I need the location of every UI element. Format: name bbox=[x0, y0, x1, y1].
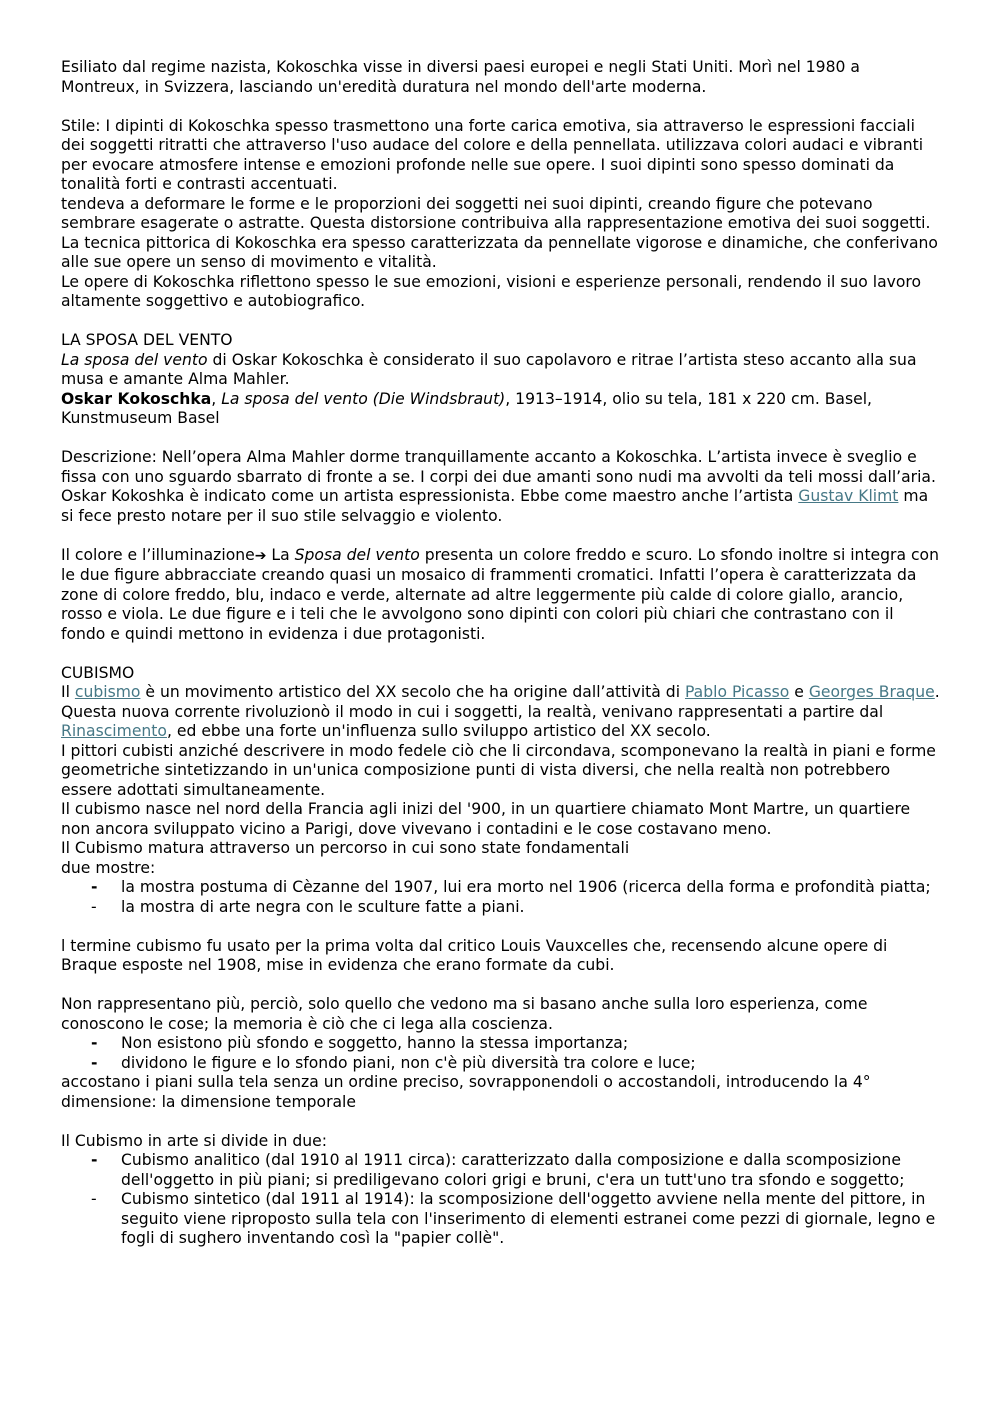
list-item: - la mostra di arte negra con le sculture fatte a piani. bbox=[121, 898, 940, 918]
link-georges-braque[interactable]: Georges Braque bbox=[808, 683, 935, 701]
paragraph-colore bbox=[61, 546, 940, 645]
list-item: - Non esistono più sfondo e soggetto, hanno la stessa importanza; bbox=[121, 1034, 940, 1054]
paragraph-descrizione: Descrizione: Nell’opera Alma Mahler dorme tranquillamente accanto a Kokoschka. L’artista invece è sveglio e fissa con uno sguardo sbarrato di fronte a se. I corpi dei due amanti sono nudi ma avvolti da teli mossi dall’aria. bbox=[61, 448, 936, 486]
klimt-text-before: Oskar Kokoshka è indicato come un artista espressionista. Ebbe come maestro anche l’artista bbox=[61, 487, 799, 505]
paragraph-soggettivo: Le opere di Kokoschka riflettono spesso le sue emozioni, visioni e esperienze personali, rendendo il suo lavoro altamente soggettivo e autobiografico. bbox=[61, 272, 922, 310]
list-item: - Cubismo sintetico (dal 1911 al 1914): la scomposizione dell'oggetto avviene nella mente del pittore, in seguito viene riproposto sulla tela con l'inserimento di elementi estranei come pezzi di giornale, legno e fogli di sughero inventando così la "papier collè". bbox=[121, 1190, 940, 1249]
paragraph-cubismo-definizione bbox=[61, 683, 940, 742]
list-item: - dividono le figure e lo sfondo piani, non c'è più diversità tra colore e luce; bbox=[121, 1054, 940, 1074]
link-rinascimento[interactable]: Rinascimento bbox=[61, 722, 167, 740]
spacer bbox=[61, 917, 940, 937]
caption-details: , 1913–1914, olio su tela, 181 x 220 cm. Basel, Kunstmuseum Basel bbox=[61, 389, 873, 427]
caption-title: La sposa del vento (Die Windsbraut) bbox=[221, 389, 506, 408]
caption-author: Oskar Kokoschka bbox=[61, 389, 212, 408]
paragraph-non-rappresentano: Non rappresentano più, perciò, solo quello che vedono ma si basano anche sulla loro esperienza, come conoscono le cose; la memoria è ciò che ci lega alla coscienza. bbox=[61, 995, 868, 1033]
colore-text: presenta un colore freddo e scuro. Lo sfondo inoltre si integra con le due figure abbracciate creando quasi un mosaico di frammenti cromatici. Infatti l’opera è caratterizzata da zone di colore freddo, blu, indaco e verde, alternate ad altre leggermente più calde di colore giallo, arancio, rosso e viola. Le due figure e i teli che le avvolgono sono dipinti con colori più chiari che contrastano con il fondo e quindi mettono in evidenza i due protagonisti. bbox=[61, 545, 939, 643]
list-tipi-cubismo bbox=[61, 1151, 940, 1249]
caption-separator: , bbox=[211, 389, 222, 408]
paragraph-cubismo-divide: Il Cubismo in arte si divide in due: bbox=[61, 1131, 327, 1150]
paragraph-exile: Esiliato dal regime nazista, Kokoschka visse in diversi paesi europei e negli Stati Uniti. Morì nel 1980 a Montreux, in Svizzera, lasciando un'eredità duratura nel mondo dell'arte moderna. bbox=[61, 58, 860, 96]
spacer bbox=[61, 97, 940, 117]
paragraph-sposa-intro bbox=[61, 351, 940, 390]
def-text-5: , ed ebbe una forte un'influenza sullo sviluppo artistico del XX secolo. bbox=[166, 722, 711, 740]
paragraph-pittori-cubisti: I pittori cubisti anziché descrivere in modo fedele ciò che li circondava, scomponevano la realtà in piani e forme geometriche sintetizzando in un'unica composizione punti di vista diversi, che nella realtà non potrebbero essere adottati simultaneamente. bbox=[61, 741, 936, 799]
spacer bbox=[61, 644, 940, 664]
colore-title: Sposa del vento bbox=[294, 545, 420, 564]
heading-sposa-del-vento: LA SPOSA DEL VENTO bbox=[61, 331, 233, 349]
paragraph-klimt bbox=[61, 487, 940, 526]
artwork-title: La sposa del vento bbox=[61, 350, 208, 369]
colore-lead: Il colore e l’illuminazione bbox=[61, 545, 255, 564]
def-text-3: e bbox=[789, 683, 809, 701]
list-item: - Cubismo analitico (dal 1910 al 1911 circa): caratterizzato dalla composizione e dalla scomposizione dell'oggetto in più piani; si prediligevano colori grigi e bruni, c'era un tutt'uno tra sfondo e soggetto; bbox=[121, 1151, 940, 1190]
list-caratteristiche bbox=[61, 1034, 940, 1073]
spacer bbox=[61, 1112, 940, 1132]
list-item: - la mostra postuma di Cèzanne del 1907, lui era morto nel 1906 (ricerca della forma e profondità piatta; bbox=[121, 878, 940, 898]
sposa-intro-text: di Oskar Kokoschka è considerato il suo capolavoro e ritrae l’artista steso accanto alla sua musa e amante Alma Mahler. bbox=[61, 350, 917, 388]
paragraph-deformazione: tendeva a deformare le forme e le proporzioni dei soggetti nei suoi dipinti, creando figure che potevano sembrare esagerate o astratte. Questa distorsione contribuiva alla rappresentazione emotiva dei suoi soggetti. bbox=[61, 194, 931, 232]
klimt-text-after: ma si fece presto notare per il suo stile selvaggio e violento. bbox=[61, 487, 929, 525]
artwork-caption bbox=[61, 390, 940, 429]
def-text-4: . Questa nuova corrente rivoluzionò il modo in cui i soggetti, la realtà, venivano rappresentati a partire dal bbox=[61, 683, 940, 721]
link-cubismo[interactable]: cubismo bbox=[74, 683, 141, 701]
link-gustav-klimt[interactable]: Gustav Klimt bbox=[798, 487, 899, 505]
paragraph-termine-cubismo: l termine cubismo fu usato per la prima volta dal critico Louis Vauxcelles che, recensendo alcune opere di Braque esposte nel 1908, mise in evidenza che erano formate da cubi. bbox=[61, 936, 888, 974]
spacer bbox=[61, 429, 940, 449]
paragraph-cubismo-matura: Il Cubismo matura attraverso un percorso in cui sono state fondamentali bbox=[61, 839, 630, 857]
def-text-1: Il bbox=[61, 683, 75, 701]
spacer bbox=[61, 526, 940, 546]
paragraph-tecnica: La tecnica pittorica di Kokoschka era spesso caratterizzata da pennellate vigorose e dinamiche, che conferivano alle sue opere un senso di movimento e vitalità. bbox=[61, 233, 938, 271]
def-text-2: è un movimento artistico del XX secolo che ha origine dall’attività di bbox=[140, 683, 685, 701]
spacer bbox=[61, 312, 940, 332]
paragraph-accostano: accostano i piani sulla tela senza un ordine preciso, sovrapponendoli o accostandoli, introducendo la 4° dimensione: la dimensione temporale bbox=[61, 1073, 871, 1111]
paragraph-due-mostre: due mostre: bbox=[61, 858, 156, 877]
paragraph-stile: Stile: I dipinti di Kokoschka spesso trasmettono una forte carica emotiva, sia attraverso le espressioni facciali dei soggetti ritratti che attraverso l'uso audace del colore e della pennellata. utilizzava colori audaci e vibranti per evocare atmosfere intense e emozioni profonde nelle sue opere. I suoi dipinti sono spesso dominati da tonalità forti e contrasti accentuati. bbox=[61, 116, 924, 193]
colore-la: La bbox=[266, 545, 295, 564]
heading-cubismo: CUBISMO bbox=[61, 663, 135, 682]
link-pablo-picasso[interactable]: Pablo Picasso bbox=[684, 683, 790, 701]
spacer bbox=[61, 976, 940, 996]
list-mostre bbox=[61, 878, 940, 917]
paragraph-cubismo-nasce: Il cubismo nasce nel nord della Francia agli inizi del '900, in un quartiere chiamato Mont Martre, un quartiere non ancora sviluppato vicino a Parigi, dove vivevano i contadini e le cose costavano meno. bbox=[61, 800, 911, 838]
arrow-right-icon: ➔ bbox=[254, 547, 267, 564]
